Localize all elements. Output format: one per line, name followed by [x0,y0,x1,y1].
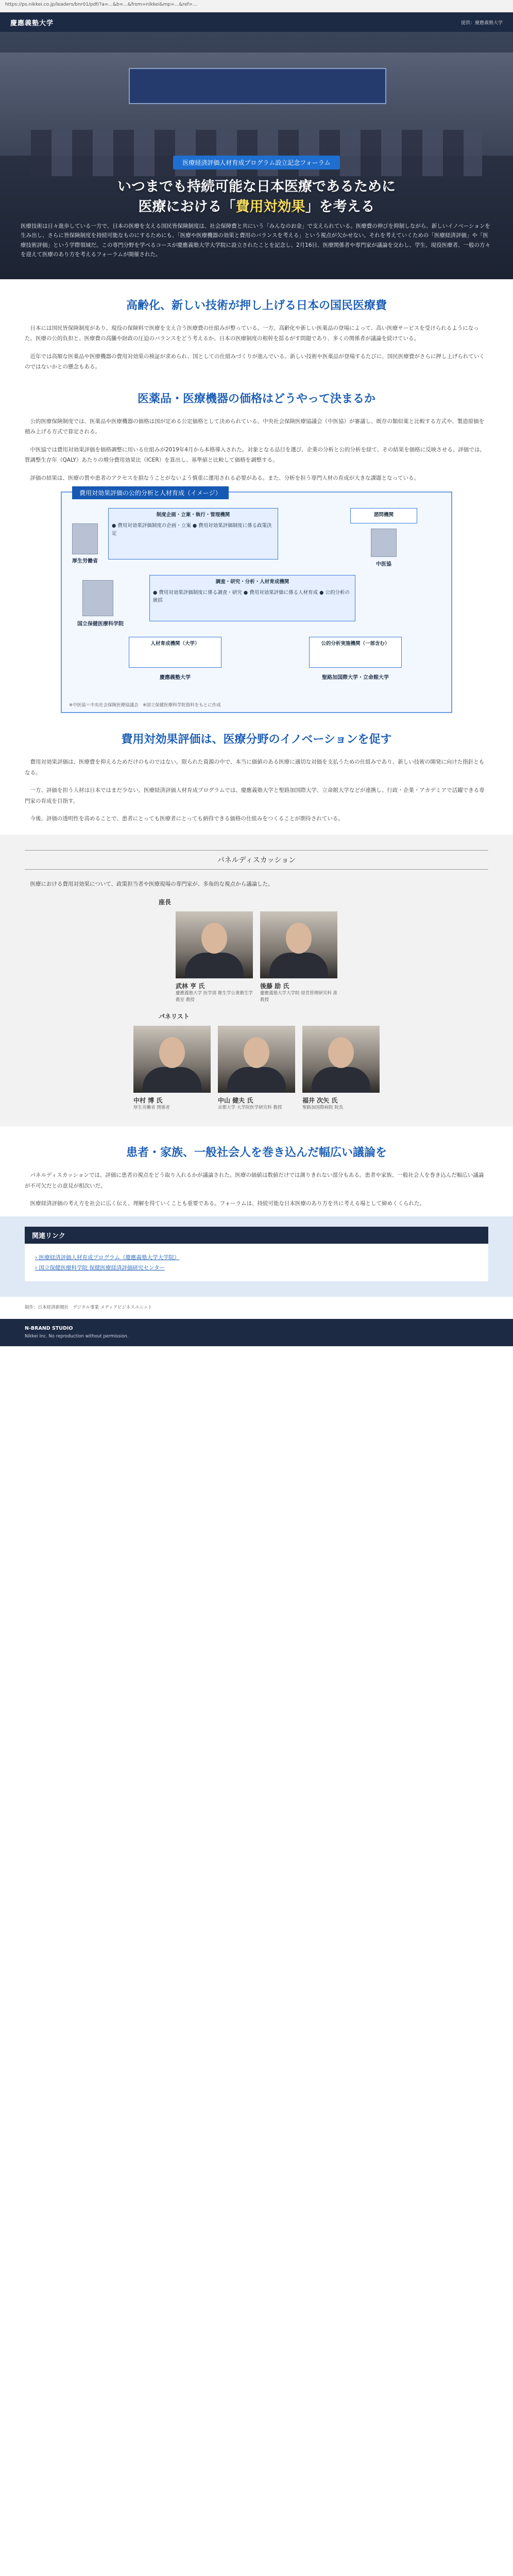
diagram-box-public-analysis: 公的分析実施機関（一部含む） [309,637,402,668]
person-photo [218,1026,295,1093]
footer-copyright: Nikkei Inc. No reproduction without permission. [25,1334,129,1340]
section-heading-3: 費用対効果評価は、医療分野のイノベーションを促す [121,733,392,747]
paragraph: 日本には国民皆保険制度があり、現役の保険料で医療を支え合う医療費の仕組みが整っている。一方、高齢化や新しい医薬品の登場によって、高い医療サービスを受けられるようになった。医療の公的負担と、医療費の高騰や財政の圧迫のバランスをどう考えるか。日本の医療制度の根幹を揺るがす問題であり、多くの関係者が議論を続けている。 [25,325,479,342]
section-heading-2: 医薬品・医療機器の価格はどうやって決まるか [137,392,375,405]
person-desc: 慶應義塾大学大学院 経営管理研究科 准教授 [260,991,337,1003]
diagram-box-niph [149,575,355,621]
panel-intro: 医療における費用対効果について、政策担当者や医療現場の専門家が、多角的な視点から議論した。 [30,880,273,887]
related-links-section [0,1216,513,1297]
chairs-list [25,911,488,1004]
conference-stage-photo [0,53,513,156]
stage-screen [129,68,386,104]
person-card [260,911,337,1004]
paragraph: 評価の結果は、医療の質や患者のアクセスを損なうことがないよう慎重に運用される必要がある。また、分析を担う専門人材の育成が大きな課題となっている。 [30,474,420,481]
person-photo [260,911,337,978]
site-footer [0,1319,513,1346]
person-card [218,1026,295,1111]
hero-title-highlight: 費用対効果 [235,199,305,215]
hero-title-line2c: 」を考える [305,199,375,215]
section-heading-4: 患者・家族、一般社会人を巻き込んだ幅広い議論を [126,1146,387,1160]
person-desc: 慶應義塾大学 医学部 衛生学公衆衛生学教室 教授 [176,991,253,1003]
credits: 制作：日本経済新聞社 デジタル事業 メディアビジネスユニット [25,1304,152,1310]
building-icon [371,529,397,557]
diagram-box-policy-items: ● 費用対効果評価制度の企画・立案 ● 費用対効果評価制度に係る政策決定 [112,522,272,536]
panelists-label: パネリスト [159,1012,190,1020]
diagram-title: 費用対効果評価の公的分析と人材育成（イメージ） [72,486,229,499]
diagram-label-mhlw: 厚生労働省 [72,558,98,565]
diagram-box-niph-title: 調査・研究・分析・人材育成機関 [215,579,289,585]
person-name: 中村 博 氏 [133,1096,163,1104]
person-name: 武林 亨 氏 [176,982,205,990]
paragraph: 公的医療保険制度では、医薬品や医療機器の価格は国が定める公定価格として決められている。中央社会保険医療協議会（中医協）が審議し、既存の類似薬と比較する方式や、製造原価を積み上げる方式で算定される。 [25,418,485,435]
paragraph: 中医協では費用対効果評価を価格調整に用いる仕組みが2019年4月から本格導入された。対象となる品目を選び、企業の分析と公的分析を経て、その結果を価格に反映させる。評価では、質調整生存年（QALY）あたりの増分費用効果比（ICER）を算出し、基準値と比較して価格を調整する。 [25,446,485,464]
diagram-box-council: 諮問機関 [350,508,417,523]
related-link[interactable]: › 医療経済評価人材育成プログラム（慶應義塾大学大学院） [35,1253,478,1261]
paragraph: 費用対効果評価は、医療費を抑えるためだけのものではない。限られた資源の中で、本当に価値のある医療に適切な対価を支払うための仕組みであり、新しい技術の開発に向けた指針ともなる。 [25,759,485,776]
paragraph: 医療経済評価の考え方を社会に広く伝え、理解を得ていくことも重要である。フォーラムは、持続可能な日本医療のあり方を共に考える場として締めくくられた。 [30,1200,425,1207]
panel-section [0,835,513,1127]
person-card [176,911,253,1004]
diagram-box-policy [108,508,278,560]
article-body-2 [0,1144,513,1209]
hero-title [0,177,513,217]
person-photo [133,1026,211,1093]
university-logo[interactable]: 慶應義塾大学 [10,19,54,27]
person-photo [302,1026,380,1093]
person-card [133,1026,211,1111]
hero-title-line1: いつまでも持続可能な日本医療であるために [117,179,396,195]
diagram-label-chuikyo: 中医協 [376,562,391,568]
paragraph: 一方、評価を担う人材は日本ではまだ少ない。医療経済評価人材育成プログラムでは、慶應義塾大学と聖路加国際大学、立命館大学などが連携し、行政・企業・アカデミアで活躍できる専門家の育成を目指す。 [25,787,485,804]
diagram-box-niph-items: ● 費用対効果評価制度に係る調査・研究 ● 費用対効果評価に係る人材育成 ● 公的分析の統括 [153,589,350,603]
person-photo [176,911,253,978]
diagram-box-policy-title: 制度企画・立案・執行・管理機関 [156,512,230,518]
sponsor-label: 提供：慶應義塾大学 [460,20,503,26]
diagram-box-training: 人材育成機関（大学） [129,637,221,668]
chairs-label: 座長 [159,899,172,906]
person-desc: 京都大学 大学院医学研究科 教授 [218,1105,282,1110]
hero-text [0,156,513,217]
building-icon [72,523,98,554]
hero-section [0,32,513,279]
person-name: 後藤 励 氏 [260,982,289,990]
person-card [302,1026,380,1111]
diagram-label-keio: 慶應義塾大学 [160,675,191,681]
paragraph: 近年では高額な医薬品や医療機器の費用対効果の検証が求められ、国としての仕組みづくりが進んでいる。新しい技術や医薬品が登場するたびに、国民医療費がさらに押し上げられていくのではないかとの懸念もある。 [25,353,485,370]
hero-lead: 医療技術は日々進歩している一方で、日本の医療を支える国民皆保険制度は、社会保障費と共にいう「みんなのお金」で支えられている。医療費の伸びを抑制しながら、新しいイノベーションを生み出し、さらに皆保険制度を持続可能なものにするためにも、「医療や医療機器の効果と費用のバランスを考える」という視点が欠かせない。それを考えていくための「医療経済評価」や「医療技術評価」という学際領域だ。この専門分野を学べるコースが慶應義塾大学大学院に設立されたことを記念し、2月16日、医療関係者や専門家が議論を交わし、学生、現役医療者、一般の方々を迎えて医療のあり方を考えるフォーラムが開催された。 [21,223,491,258]
footer-brand[interactable]: N-BRAND STUDIO [25,1325,73,1331]
person-desc: 聖路加国際病院 院長 [302,1105,344,1110]
url-bar[interactable]: https://ps.nikkei.co.jp/leaders/bnr01/pdf/?a=...&b=...&from=nikkei&mp=...&ref=... [0,0,513,12]
person-name: 福井 次矢 氏 [302,1096,338,1104]
article-body [0,297,513,824]
hero-title-line2a: 医療における「 [138,199,236,215]
panel-title: パネルディスカッション [25,850,488,870]
paragraph: 今後、評価の透明性を高めることで、患者にとっても医療者にとっても納得できる価格の仕組みをつくることが期待されている。 [30,816,344,822]
section-heading-1: 高齢化、新しい技術が押し上げる日本の国民医療費 [126,299,387,312]
related-links-list [25,1244,488,1281]
site-header [0,12,513,32]
paragraph: パネルディスカッションでは、評価に患者の視点をどう取り入れるかが議論された。医療の価値は数値だけでは測りきれない部分もある。患者や家族、一般社会人を巻き込んだ幅広い議論が不可欠だとの意見が相次いだ。 [25,1172,484,1189]
panelists-list [25,1026,488,1111]
person-desc: 厚生労働省 関係者 [133,1105,170,1110]
diagram-note: ※中医協＝中央社会保険医療協議会 ※国立保健医療科学院資料をもとに作成 [69,703,221,708]
person-name: 中山 健夫 氏 [218,1096,253,1104]
related-link[interactable]: › 国立保健医療科学院 保健医療経済評価研究センター [35,1264,478,1272]
diagram-label-others: 聖路加国際大学・立命館大学 [322,675,389,681]
diagram-label-niph: 国立保健医療科学院 [77,621,124,628]
building-icon [82,580,113,616]
hta-diagram [61,489,452,713]
forum-label: 医療経済評価人材育成プログラム設立記念フォーラム [173,156,339,170]
related-links-title: 関連リンク [25,1227,488,1244]
